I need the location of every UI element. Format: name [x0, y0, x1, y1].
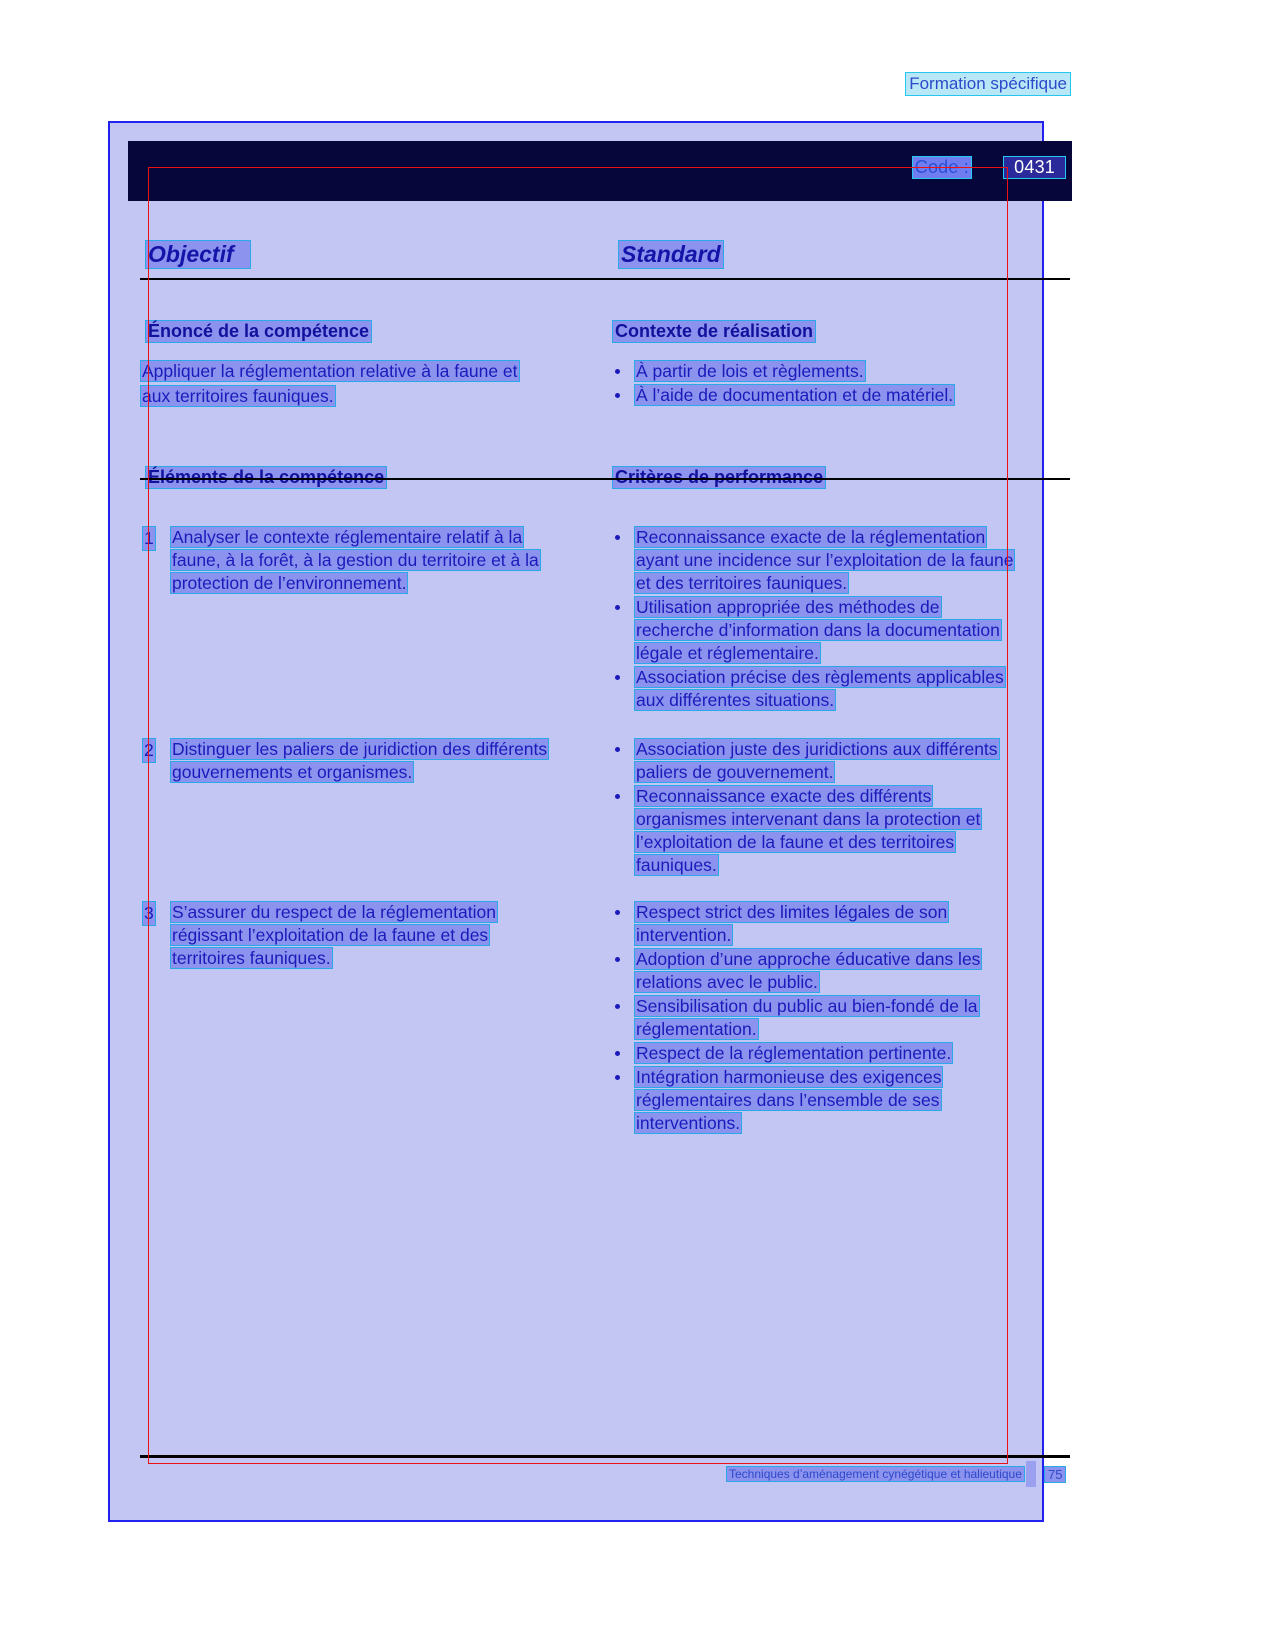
critere-item [608, 666, 1063, 712]
critere-line: recherche d’information dans la documentation [636, 620, 1000, 640]
element-line: Distinguer les paliers de juridiction des différents [172, 739, 548, 759]
critere-line: interventions. [636, 1113, 741, 1133]
running-head: Formation spécifique [905, 72, 1071, 96]
heading-criteres: Critères de performance [612, 466, 826, 489]
column-heading-standard: Standard [618, 240, 724, 269]
critere-line: Respect strict des limites légales de son [636, 902, 948, 922]
critere-line: fauniques. [636, 855, 717, 875]
critere-item [608, 1066, 1063, 1135]
criteres-list [608, 901, 1063, 1136]
critere-line: Association précise des règlements applicables [636, 667, 1004, 687]
footer-marker [1026, 1461, 1036, 1487]
element-numbered-item: 3 S’assurer du respect de la réglementation régissant l’exploitation de la faune et des territoires fauniques. [140, 901, 602, 970]
column-headings-row [140, 240, 1070, 274]
document-content [140, 240, 1070, 1161]
bullet-icon [615, 910, 620, 915]
critere-item [608, 526, 1063, 595]
contexte-list [608, 360, 1063, 408]
critere-line: Utilisation appropriée des méthodes de [636, 597, 940, 617]
element-line: faune, à la forêt, à la gestion du territoire et à la [172, 550, 539, 570]
section-headings-row-2 [140, 466, 1070, 496]
critere-item [608, 1042, 1063, 1065]
critere-line: intervention. [636, 925, 732, 945]
critere-item [608, 738, 1063, 784]
section-headings-row-1 [140, 320, 1070, 350]
enonce-text-block [140, 360, 602, 410]
critere-item [608, 785, 1063, 877]
critere-line: paliers de gouvernement. [636, 762, 834, 782]
element-text-block [140, 526, 602, 597]
element-line: gouvernements et organismes. [172, 762, 413, 782]
bullet-icon [615, 1051, 620, 1056]
contexte-item: À l’aide de documentation et de matériel. [608, 384, 1063, 407]
bullet-icon [615, 369, 620, 374]
critere-line: Respect de la réglementation pertinente. [636, 1043, 952, 1063]
bullet-icon [615, 393, 620, 398]
enonce-line: aux territoires fauniques. [142, 386, 334, 406]
element-line: Analyser le contexte réglementaire relatif à la [172, 527, 523, 547]
element-line: protection de l’environnement. [172, 573, 407, 593]
element-numbered-item: 1 Analyser le contexte réglementaire relatif à la faune, à la forêt, à la gestion du territoire et à la protection de l’environnement. [140, 526, 602, 595]
column-heading-objectif: Objectif [145, 240, 251, 269]
critere-line: Association juste des juridictions aux différents [636, 739, 998, 759]
critere-line: réglementation. [636, 1019, 757, 1039]
competence-element-row [140, 901, 1070, 1161]
bullet-icon [615, 1004, 620, 1009]
critere-line: Adoption d’une approche éducative dans les [636, 949, 981, 969]
criteres-list [608, 738, 1063, 878]
critere-line: légale et réglementaire. [636, 643, 819, 663]
footer-page-number: 75 [1044, 1466, 1066, 1483]
criteres-list [608, 526, 1063, 713]
critere-line: relations avec le public. [636, 972, 818, 992]
critere-line: aux différentes situations. [636, 690, 835, 710]
critere-line: Sensibilisation du public au bien-fondé de la [636, 996, 978, 1016]
footer-document-title: Techniques d’aménagement cynégétique et halieutique [726, 1466, 1025, 1482]
header-band [128, 141, 1072, 201]
element-text-block [140, 901, 602, 972]
element-line: S’assurer du respect de la réglementation [172, 902, 496, 922]
bullet-icon [615, 957, 620, 962]
contexte-item: À partir de lois et règlements. [608, 360, 1063, 383]
enonce-line: Appliquer la réglementation relative à la faune et [142, 361, 518, 381]
competence-element-row [140, 738, 1070, 901]
element-text-block [140, 738, 602, 786]
heading-elements: Éléments de la compétence [145, 466, 387, 489]
critere-item [608, 995, 1063, 1041]
critere-item [608, 901, 1063, 947]
code-label: Code : [912, 156, 972, 179]
bullet-icon [615, 794, 620, 799]
rule-under-column-headings [140, 278, 1070, 280]
element-numbered-item: 2 Distinguer les paliers de juridiction des différents gouvernements et organismes. [140, 738, 602, 784]
critere-line: Intégration harmonieuse des exigences [636, 1067, 942, 1087]
code-value: 0431 [1003, 156, 1066, 179]
critere-item [608, 948, 1063, 994]
bullet-icon [615, 535, 620, 540]
element-line: régissant l’exploitation de la faune et des [172, 925, 489, 945]
critere-line: et des territoires fauniques. [636, 573, 848, 593]
element-line: territoires fauniques. [172, 948, 331, 968]
footer-rule [140, 1455, 1070, 1458]
critere-line: l’exploitation de la faune et des territoires [636, 832, 955, 852]
heading-enonce: Énoncé de la compétence [145, 320, 372, 343]
critere-item [608, 596, 1063, 665]
heading-contexte: Contexte de réalisation [612, 320, 816, 343]
critere-line: ayant une incidence sur l’exploitation de la faune [636, 550, 1014, 570]
critere-line: Reconnaissance exacte de la réglementation [636, 527, 986, 547]
bullet-icon [615, 747, 620, 752]
critere-line: Reconnaissance exacte des différents [636, 786, 932, 806]
bullet-icon [615, 675, 620, 680]
critere-line: réglementaires dans l’ensemble de ses [636, 1090, 940, 1110]
bullet-icon [615, 1075, 620, 1080]
rule-under-section-headings [140, 478, 1070, 480]
bullet-icon [615, 605, 620, 610]
critere-line: organismes intervenant dans la protection et [636, 809, 981, 829]
enonce-contexte-body [140, 360, 1070, 434]
competence-element-row [140, 526, 1070, 738]
